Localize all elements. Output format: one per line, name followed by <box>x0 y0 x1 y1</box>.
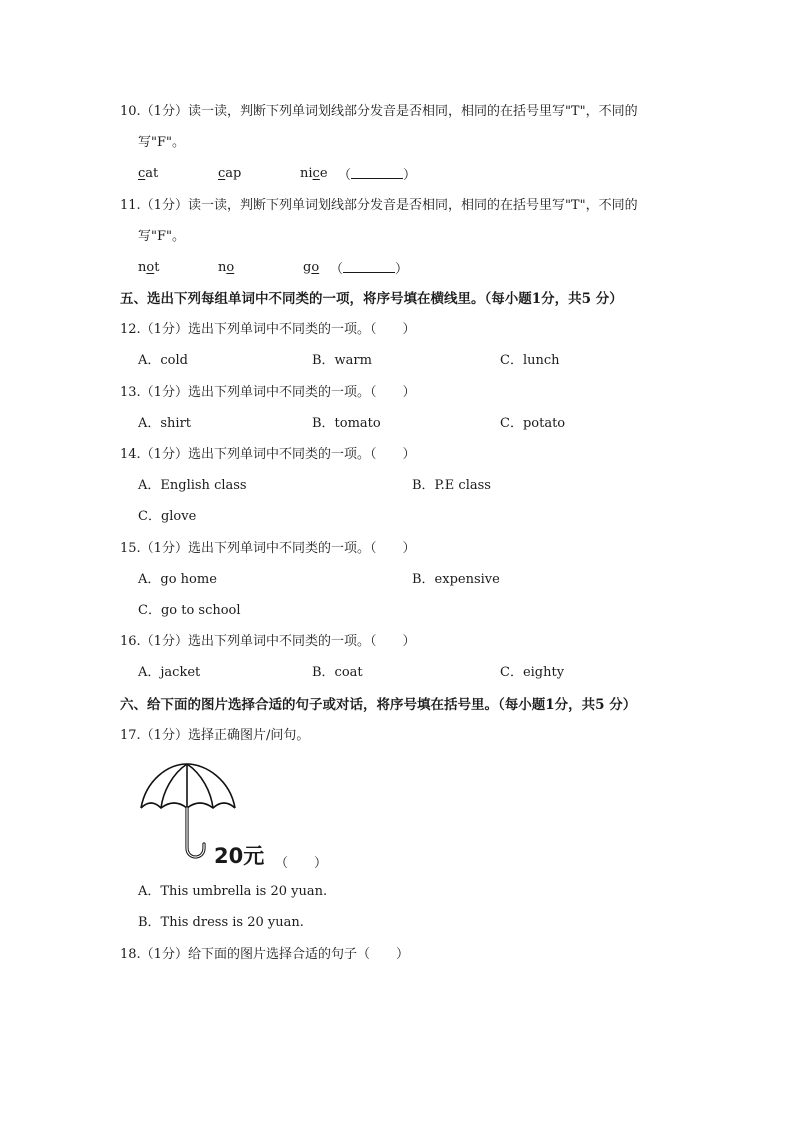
q11-word-2: no <box>218 260 235 275</box>
q13-option-b[interactable]: B．tomato <box>312 416 381 431</box>
q15-option-a[interactable]: A．go home <box>138 572 217 587</box>
q16-option-c[interactable]: C．eighty <box>500 665 565 680</box>
q11-word-1: not <box>138 260 160 275</box>
q12-option-c[interactable]: C．lunch <box>500 353 560 368</box>
q10-word-2: cap <box>218 166 242 181</box>
q10-answer-blank[interactable]: （ ） <box>338 168 417 183</box>
q11-stem-line2: 写"F"。 <box>138 229 185 244</box>
q11-word-3: go <box>303 260 320 275</box>
price-label: 20元 <box>214 844 265 868</box>
q14-option-b[interactable]: B．P.E class <box>412 478 491 493</box>
q13-stem: 13.（1分）选出下列单词中不同类的一项。（ ） <box>120 385 416 400</box>
q17-answer-blank[interactable]: （ ） <box>275 856 328 871</box>
q17-option-b[interactable]: B．This dress is 20 yuan. <box>138 915 304 930</box>
q18-stem: 18.（1分）给下面的图片选择合适的句子（ ） <box>120 947 409 962</box>
q10-word-3: nice <box>300 166 328 181</box>
q14-option-c[interactable]: C．glove <box>138 509 197 524</box>
q10-word-1: cat <box>138 166 159 181</box>
q13-option-a[interactable]: A．shirt <box>138 416 192 431</box>
q11-answer-blank[interactable]: （ ） <box>330 262 409 277</box>
q13-option-c[interactable]: C．potato <box>500 416 566 431</box>
q10-stem-line1: 10.（1分）读一读，判断下列单词划线部分发音是否相同，相同的在括号里写"T"，不同的 <box>120 104 638 119</box>
q16-option-a[interactable]: A．jacket <box>138 665 201 680</box>
q12-option-a[interactable]: A．cold <box>138 353 188 368</box>
q15-option-c[interactable]: C．go to school <box>138 603 241 618</box>
q15-stem: 15.（1分）选出下列单词中不同类的一项。（ ） <box>120 541 416 556</box>
q11-stem-line1: 11.（1分）读一读，判断下列单词划线部分发音是否相同，相同的在括号里写"T"，不同的 <box>120 198 638 213</box>
section5-heading: 五、选出下列每组单词中不同类的一项，将序号填在横线里。（每小题1分，共5 分） <box>120 291 623 307</box>
q15-option-b[interactable]: B．expensive <box>412 572 500 587</box>
q16-option-b[interactable]: B．coat <box>312 665 363 680</box>
q12-stem: 12.（1分）选出下列单词中不同类的一项。（ ） <box>120 322 416 337</box>
section6-heading: 六、给下面的图片选择合适的句子或对话，将序号填在括号里。（每小题1分，共5 分） <box>120 697 637 713</box>
q17-option-a[interactable]: A．This umbrella is 20 yuan. <box>138 884 328 899</box>
q14-stem: 14.（1分）选出下列单词中不同类的一项。（ ） <box>120 447 416 462</box>
q16-stem: 16.（1分）选出下列单词中不同类的一项。（ ） <box>120 634 416 649</box>
q12-option-b[interactable]: B．warm <box>312 353 372 368</box>
q14-option-a[interactable]: A．English class <box>138 478 247 493</box>
q17-stem: 17.（1分）选择正确图片/问句。 <box>120 728 310 743</box>
q10-stem-line2: 写"F"。 <box>138 135 185 150</box>
